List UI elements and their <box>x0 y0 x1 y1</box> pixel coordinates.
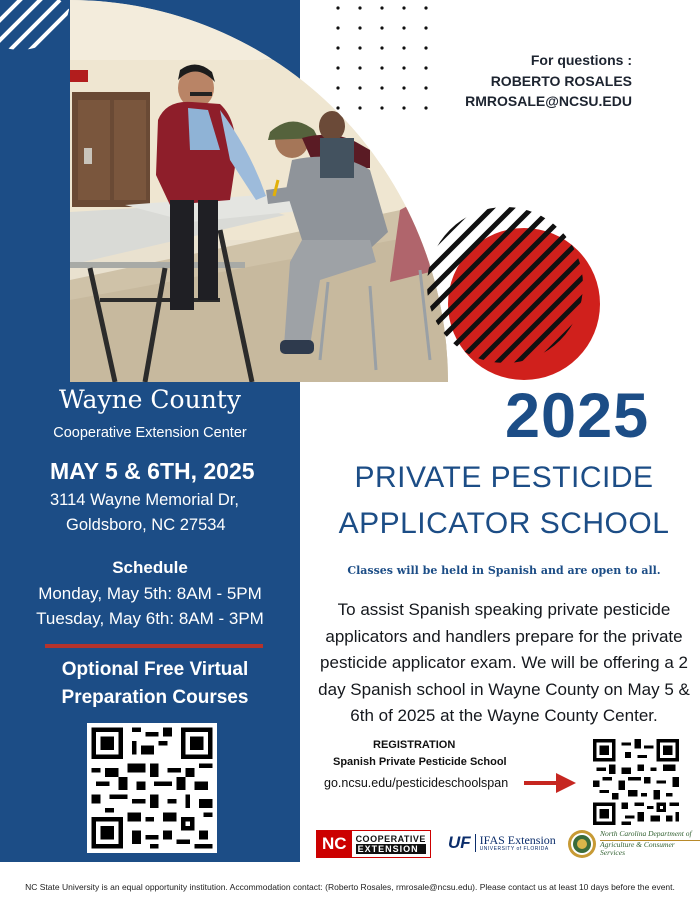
ncda-logo <box>567 829 700 859</box>
title-line-2: APPLICATOR SCHOOL <box>338 507 670 540</box>
extension-center: Cooperative Extension Center <box>53 425 247 441</box>
optional-line-1: Optional Free Virtual <box>61 659 249 680</box>
striped-circle-decoration <box>420 200 590 370</box>
registration-subtitle: Spanish Private Pesticide School <box>333 756 507 768</box>
schedule-day-2: Tuesday, May 6th: 8AM - 3PM <box>36 609 264 628</box>
ncda-logo-line-1: North Carolina Department of <box>600 829 692 839</box>
nc-cooperative-extension-logo <box>316 830 431 858</box>
uf-ifas-extension-logo <box>448 833 556 853</box>
schedule-title: Schedule <box>112 558 188 577</box>
optional-line-2: Preparation Courses <box>61 687 249 708</box>
county-name: Wayne County <box>59 385 241 414</box>
optional-courses-heading <box>0 656 310 712</box>
event-year: 2025 <box>505 381 650 451</box>
uf-mark: UF <box>448 833 471 852</box>
contact-email[interactable]: RMROSALE@NCSU.EDU <box>465 93 632 109</box>
title-line-1: PRIVATE PESTICIDE <box>354 461 654 494</box>
uf-logo-line-1: IFAS Extension <box>479 833 556 847</box>
uf-logo-line-2: UNIVERSITY of FLORIDA <box>479 846 549 852</box>
divider <box>45 644 263 648</box>
seal-icon <box>567 829 597 859</box>
ncda-logo-line-2: Agriculture & Consumer Services <box>600 840 700 858</box>
registration-heading: REGISTRATION <box>373 739 456 751</box>
contact-name: ROBERTO ROSALES <box>490 72 632 89</box>
dot-grid-decoration <box>330 2 430 114</box>
arrow-right-icon <box>524 772 576 794</box>
nc-mark: NC <box>317 831 352 857</box>
event-dates: MAY 5 & 6TH, 2025 <box>50 458 255 484</box>
corner-stripes-decoration <box>0 0 70 52</box>
contact-block <box>465 50 632 112</box>
nc-logo-line-1: COOPERATIVE <box>355 834 426 844</box>
contact-label: For questions : <box>530 52 632 68</box>
address-line-1: 3114 Wayne Memorial Dr, <box>50 491 239 509</box>
qr-code-icon[interactable] <box>87 723 217 853</box>
language-note: Classes will be held in Spanish and are open to all. <box>347 564 661 577</box>
registration-link[interactable]: go.ncsu.edu/pesticideschoolspan <box>324 776 509 790</box>
schedule-day-1: Monday, May 5th: 8AM - 5PM <box>38 584 262 603</box>
description-paragraph: To assist Spanish speaking private pesticide applicators and handlers prepare for the private pesticide applicator exam. We will be offering a 2 day Spanish school in Wayne County on May 5 & 6th of 2025 at the Wayne County Center. <box>318 600 690 725</box>
nc-logo-line-2: EXTENSION <box>356 844 426 854</box>
footer-disclaimer: NC State University is an equal opportunity institution. Accommodation contact: (Roberto Rosales, rmrosale@ncsu.edu). Please contact us at least 10 days before the event. <box>25 882 675 892</box>
registration-qr-code-icon[interactable] <box>590 736 682 828</box>
address-line-2: Goldsboro, NC 27534 <box>66 516 226 534</box>
